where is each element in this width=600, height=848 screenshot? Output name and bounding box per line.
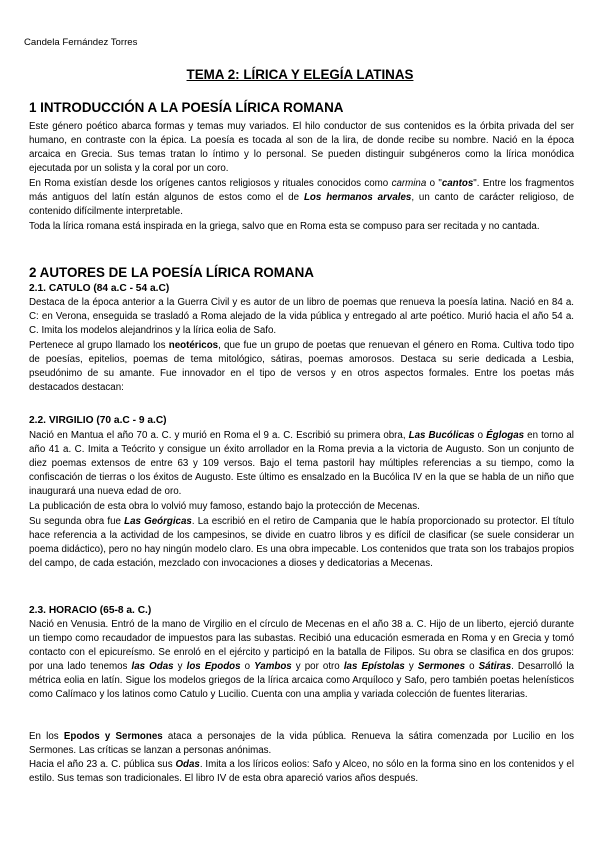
horacio-p3-text-a: Hacia el año 23 a. C. pública sus <box>29 759 176 770</box>
s1-p2-text-b: o " <box>426 178 442 189</box>
neotericos-term: neotéricos <box>168 340 219 351</box>
s1-paragraph-1: Este género poético abarca formas y temas muy variados. El hilo conductor de sus contenidos es la órbita privada del ser humano, en contraste con la épica. La poesía es tocada al son de la lira, de donde recibe su nombre. Nació en la época arcaica en Grecia. Sus temas tratan lo íntimo y lo personal. Se pueden distinguir subgéneros como la lírica monódica ejecutada por un solista y la coral por un coro. <box>29 121 574 175</box>
catulo-paragraph-1: Destaca de la época anterior a la Guerra Civil y es autor de un libro de poemas que renueva la poesía latina. Nació en 84 a. C: en Verona, enseguida se trasladó a Roma alejado de la vida pública y entregado al arte poético. Murió hacia el año 54 a. C. Imita los modelos alejandrinos y la lírica eolia de Safo. <box>29 297 574 337</box>
catulo-p2-text-a: Pertenece al grupo llamado los <box>29 340 169 351</box>
virgilio-paragraph-2: La publicación de esta obra lo volvió muy famoso, estando bajo la protección de Mecenas. <box>29 501 420 512</box>
catulo-paragraph-2 <box>29 339 574 395</box>
section-1-heading: 1 INTRODUCCIÓN A LA POESÍA LÍRICA ROMANA <box>29 100 344 115</box>
horacio-paragraph-3 <box>29 758 574 786</box>
section-2-heading: 2 AUTORES DE LA POESÍA LÍRICA ROMANA <box>29 265 314 280</box>
author-name: Candela Fernández Torres <box>24 37 138 48</box>
horacio-p1-text-d: y por otro <box>291 661 344 673</box>
virgilio-heading: 2.2. VIRGILIO (70 a.C - 9 a.C) <box>29 415 167 426</box>
carmina-term: carmina <box>391 178 427 189</box>
virgilio-p3-text-a: Su segunda obra fue <box>29 516 125 527</box>
georgicas-title: Las Geórgicas <box>124 516 192 527</box>
virgilio-paragraph-3 <box>29 515 574 571</box>
virgilio-p1-text-a: Nació en Mantua el año 70 a. C. y murió en Roma el 9 a. C. Escribió su primera obra, <box>29 430 409 441</box>
horacio-heading: 2.3. HORACIO (65-8 a. C.) <box>29 605 152 616</box>
odas-title: las Odas <box>131 661 174 673</box>
horacio-paragraph-1 <box>29 618 574 703</box>
horacio-p1-text-b: y <box>173 661 187 673</box>
horacio-p2-text-b: ataca a personajes de la vida pública. Renueva la sátira comenzada por Lucilio en los Sermones. Las críticas se lanzan a personas anónimas. <box>29 731 575 757</box>
yambos-title: Yambos <box>254 661 292 673</box>
arvales-term: Los hermanos arvales <box>303 192 412 204</box>
virgilio-p3-text-b: . La escribió en el retiro de Campania que le había proporcionado su protector. El título hace referencia a la actividad de los campesinos, se divide en cuatro libros y es difícil de clasificar (se suele considerar un poema didáctico), pero no hay ningún modelo claro. Es una obra impecable. Los contenidos que trata son los trabajos propios del campo, de cada estación, mezclado con invocaciones a dioses y dedicatorias a Mecenas. <box>29 516 575 570</box>
s1-paragraph-2 <box>29 177 574 219</box>
virgilio-paragraph-1 <box>29 429 574 499</box>
sermones-title: Sermones <box>417 661 465 673</box>
horacio-p1-text-c: o <box>240 661 255 673</box>
horacio-p2-text-a: En los <box>29 731 64 742</box>
satiras-title: Sátiras <box>478 661 512 673</box>
s1-paragraph-3: Toda la lírica romana está inspirada en la griega, salvo que en Roma esta se compuso para ser recitada y no cantada. <box>29 221 540 232</box>
epodos-sermones-term: Epodos y Sermones <box>63 731 163 742</box>
virgilio-p1-text-c: en torno al año 41 a. C. Imita a Teócrito y consigue un éxito arrollador en la Roma previa a la victoria de Augusto. Son un conjunto de diez poemas extensos de entre 63 y 109 versos. Bajo el tema pastoril hay múltiples referencias a su tiempo, como la confiscación de tierras o los éxitos de Augusto. Este último es ensalzado en la Bucólica IV en la que se habla de un niño que inaugurará una nueva edad de oro. <box>29 430 574 498</box>
s1-p2-text-c: ". Entre los fragmentos más antiguos del latín están algunos de estos como el de <box>29 178 574 204</box>
bucolicas-title: Las Bucólicas <box>408 430 475 441</box>
s1-p2-text-a: En Roma existían desde los orígenes cantos religiosos y rituales conocidos como <box>29 178 392 189</box>
cantos-term: cantos <box>441 178 474 189</box>
epodos-title: los Epodos <box>186 661 241 673</box>
odas-title-2: Odas <box>175 759 200 770</box>
s1-p2-text-d: , un canto de carácter religioso, de contenido difícilmente interpretable. <box>29 192 575 218</box>
catulo-heading: 2.1. CATULO (84 a.C - 54 a.C) <box>29 283 170 294</box>
page-title: TEMA 2: LÍRICA Y ELEGÍA LATINAS <box>186 67 414 82</box>
horacio-p3-text-b: . Imita a los líricos eolios: Safo y Alceo, no sólo en la forma sino en los contenidos y el estilo. Sus temas son tradicionales. El libro IV de esta obra apareció varios años después. <box>29 759 574 785</box>
virgilio-p1-text-b: o <box>474 430 487 441</box>
catulo-p2-text-b: , que fue un grupo de poetas que renuevan el género en Roma. Cultiva todo tipo de poesías, epitelios, poemas de tema mitológico, sátiras, poemas amorosos. Destaca su serie dedicada a Lesbia, pseudónimo de su amante. Fue innovador en el tipo de versos y en otros aspectos formales. Entre los poetas más destacados destacan: <box>29 340 574 394</box>
horacio-p1-text-e: y <box>404 661 418 673</box>
epistolas-title: las Epístolas <box>343 661 405 673</box>
horacio-p1-text-g: . Desarrolló la métrica eolia en latín. Sigue los modelos griegos de la lírica arcaica como Arquíloco y Safo, pero también poetas helenísticos como Calímaco y los latinos como Catulo y Lucilio. Cuenta con una amplia y variada colección de fuentes literarias. <box>29 661 575 701</box>
eglogas-title: Églogas <box>486 430 525 441</box>
horacio-p1-text-f: o <box>465 661 479 673</box>
horacio-p1-text-a: Nació en Venusia. Entró de la mano de Virgilio en el círculo de Mecenas en el año 38 a. C. Hijo de un liberto, ejerció durante un tiempo como recaudador de impuestos para las subastas. Recibió una educación esmerada en Roma y en Grecia y tomó contacto con el epicureísmo. Se enroló en el ejército y participó en la batalla de Filipos. Su obra se clasifica en dos grupos: por una lado tenemos <box>29 619 574 673</box>
horacio-paragraph-2 <box>29 730 574 758</box>
